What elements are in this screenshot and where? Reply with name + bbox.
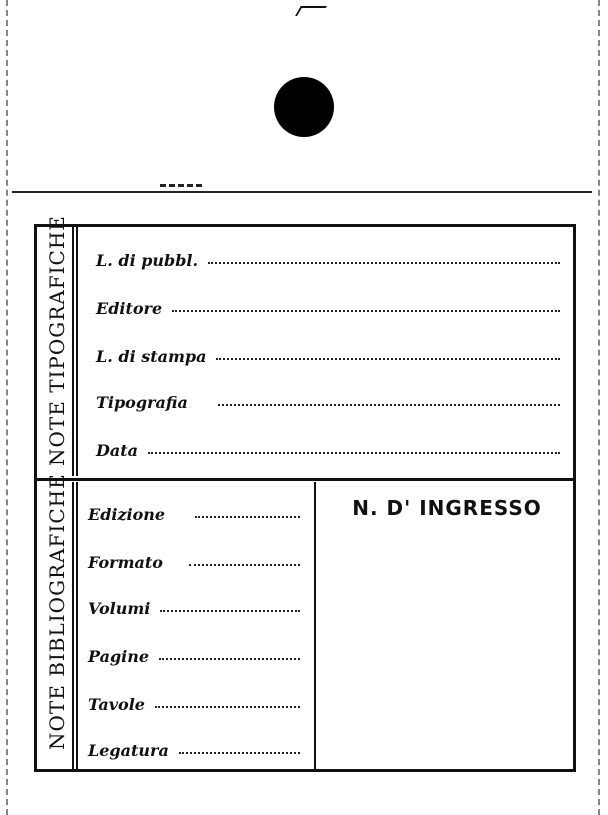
ingresso-number-label: N. D' INGRESSO bbox=[352, 496, 542, 520]
field-row bbox=[88, 498, 300, 524]
field-label-tipografia: Tipografia bbox=[96, 393, 188, 412]
field-row bbox=[96, 434, 560, 460]
punch-hole bbox=[274, 77, 334, 137]
title-separator bbox=[76, 482, 78, 770]
field-label-data: Data bbox=[96, 441, 138, 460]
top-tick-mark bbox=[295, 6, 327, 16]
field-label-l-di-stampa: L. di stampa bbox=[96, 347, 207, 366]
title-separator bbox=[72, 226, 74, 476]
field-row bbox=[88, 546, 300, 572]
field-line[interactable] bbox=[216, 358, 560, 360]
field-label-tavole: Tavole bbox=[88, 695, 145, 714]
field-label-legatura: Legatura bbox=[88, 741, 169, 760]
field-row bbox=[96, 244, 560, 270]
field-line[interactable] bbox=[148, 452, 560, 454]
fold-mark bbox=[160, 184, 202, 187]
field-line[interactable] bbox=[195, 516, 300, 518]
fold-line bbox=[12, 191, 592, 193]
field-line[interactable] bbox=[172, 310, 560, 312]
section-divider bbox=[34, 478, 576, 481]
left-edge-mark bbox=[6, 0, 10, 815]
field-line[interactable] bbox=[155, 706, 300, 708]
field-line[interactable] bbox=[160, 610, 300, 612]
field-row bbox=[96, 292, 560, 318]
field-row bbox=[88, 688, 300, 714]
field-row bbox=[88, 640, 300, 666]
field-label-volumi: Volumi bbox=[88, 599, 151, 618]
field-line[interactable] bbox=[179, 752, 300, 754]
field-line[interactable] bbox=[189, 564, 300, 566]
field-line[interactable] bbox=[159, 658, 300, 660]
field-line[interactable] bbox=[218, 404, 560, 406]
field-row bbox=[88, 592, 300, 618]
note-bibliografiche-title: NOTE BIBLIOGRAFICHE bbox=[45, 473, 69, 750]
note-tipografiche-title: NOTE TIPOGRAFICHE bbox=[45, 215, 69, 466]
right-edge-mark bbox=[598, 0, 602, 815]
field-label-formato: Formato bbox=[88, 553, 163, 572]
field-row bbox=[96, 386, 560, 412]
field-label-l-di-pubbl: L. di pubbl. bbox=[96, 251, 199, 270]
title-separator bbox=[76, 226, 78, 476]
field-label-edizione: Edizione bbox=[88, 505, 166, 524]
field-line[interactable] bbox=[208, 262, 560, 264]
field-label-pagine: Pagine bbox=[88, 647, 150, 666]
field-label-editore: Editore bbox=[96, 299, 163, 318]
title-separator bbox=[72, 482, 74, 770]
ingresso-separator bbox=[314, 482, 316, 770]
field-row bbox=[88, 734, 300, 760]
field-row bbox=[96, 340, 560, 366]
